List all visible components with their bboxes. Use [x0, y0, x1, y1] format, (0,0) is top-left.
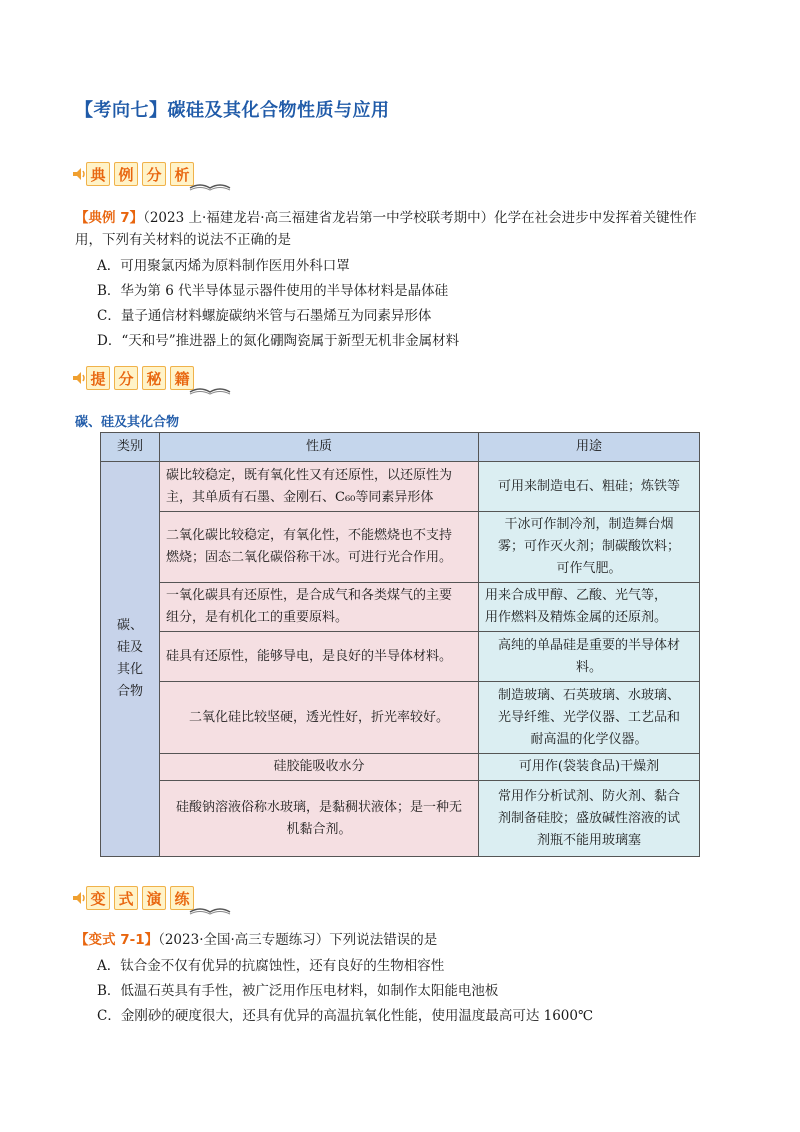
example-source: （2023 上·福建龙岩·高三福建省龙岩第一中学校联考期中）化学在社会进步中发挥着关键性作 — [143, 210, 697, 226]
table-row — [101, 682, 700, 754]
example-tag: 【典例 7】 — [75, 210, 144, 226]
table-row — [101, 512, 700, 583]
banner-char: 分 — [142, 162, 166, 186]
use-cell: 制造玻璃、石英玻璃、水玻璃、 光导纤维、光学仪器、工艺品和 耐高温的化学仪器。 — [479, 682, 700, 754]
banner-char: 例 — [114, 162, 138, 186]
property-cell: 二氧化硅比较坚硬，透光性好，折光率较好。 — [160, 682, 479, 754]
option-b: B．华为第 6 代半导体显示器件使用的半导体材料是晶体硅 — [97, 283, 449, 299]
use-cell: 常用作分析试剂、防火剂、黏合 剂制备硅胶；盛放碱性溶液的试 剂瓶不能用玻璃塞 — [479, 781, 700, 857]
option-d: D．“天和号”推进器上的氮化硼陶瓷属于新型无机非金属材料 — [97, 333, 460, 349]
property-cell: 碳比较稳定，既有氧化性又有还原性，以还原性为 主，其单质有石墨、金刚石、C₆₀等同素异形体 — [160, 462, 479, 512]
table-row — [101, 462, 700, 512]
banner-char: 典 — [86, 162, 110, 186]
banner-char: 析 — [170, 162, 194, 186]
banner-char: 秘 — [142, 366, 166, 390]
header-property: 性质 — [160, 433, 479, 462]
practice-tag: 【变式 7-1】 — [75, 932, 159, 948]
use-cell: 用来合成甲醇、乙酸、光气等， 用作燃料及精炼金属的还原剂。 — [479, 583, 700, 632]
book-icon — [188, 384, 232, 396]
practice-option-c: C．金刚砂的硬度很大，还具有优异的高温抗氧化性能，使用温度最高可达 1600℃ — [97, 1008, 594, 1024]
banner-char: 分 — [114, 366, 138, 390]
header-category: 类别 — [101, 433, 160, 462]
use-cell: 干冰可作制冷剂，制造舞台烟 雾；可作灭火剂；制碳酸饮料； 可作气肥。 — [479, 512, 700, 583]
table-row — [101, 754, 700, 781]
banner-tips — [72, 364, 232, 394]
practice-option-a: A．钛合金不仅有优异的抗腐蚀性，还有良好的生物相容性 — [97, 958, 445, 974]
example-stem — [75, 207, 725, 229]
example-stem-cont: 用，下列有关材料的说法不正确的是 — [75, 232, 291, 248]
table-header-row — [101, 433, 700, 462]
banner-char: 练 — [170, 886, 194, 910]
page-title: 【考向七】碳硅及其化合物性质与应用 — [75, 100, 390, 121]
practice-source: （2023·全国·高三专题练习）下列说法错误的是 — [158, 932, 438, 948]
property-cell: 硅胶能吸收水分 — [160, 754, 479, 781]
properties-table — [100, 432, 700, 857]
property-cell: 一氧化碳具有还原性，是合成气和各类煤气的主要 组分，是有机化工的重要原料。 — [160, 583, 479, 632]
table-row — [101, 632, 700, 682]
use-cell: 可用来制造电石、粗硅；炼铁等 — [479, 462, 700, 512]
banner-char: 演 — [142, 886, 166, 910]
use-cell: 可用作(袋装食品)干燥剂 — [479, 754, 700, 781]
option-a: A．可用聚氯丙烯为原料制作医用外科口罩 — [97, 258, 350, 274]
property-cell: 二氧化碳比较稳定，有氧化性，不能燃烧也不支持 燃烧；固态二氧化碳俗称干冰。可进行光合作用。 — [160, 512, 479, 583]
property-cell: 硅酸钠溶液俗称水玻璃，是黏稠状液体；是一种无 机黏合剂。 — [160, 781, 479, 857]
use-cell: 高纯的单晶硅是重要的半导体材 料。 — [479, 632, 700, 682]
header-use: 用途 — [479, 433, 700, 462]
table-row — [101, 781, 700, 857]
table-subtitle: 碳、硅及其化合物 — [75, 415, 180, 430]
category-cell: 碳、 硅及 其化 合物 — [101, 462, 160, 857]
option-c: C．量子通信材料螺旋碳纳米管与石墨烯互为同素异形体 — [97, 308, 432, 324]
banner-char: 籍 — [170, 366, 194, 390]
banner-example — [72, 160, 232, 190]
banner-practice — [72, 884, 232, 914]
practice-option-b: B．低温石英具有手性，被广泛用作压电材料，如制作太阳能电池板 — [97, 983, 499, 999]
banner-char: 变 — [86, 886, 110, 910]
practice-stem — [75, 929, 725, 951]
property-cell: 硅具有还原性，能够导电，是良好的半导体材料。 — [160, 632, 479, 682]
banner-char: 提 — [86, 366, 110, 390]
banner-char: 式 — [114, 886, 138, 910]
book-icon — [188, 180, 232, 192]
table-row — [101, 583, 700, 632]
book-icon — [188, 904, 232, 916]
